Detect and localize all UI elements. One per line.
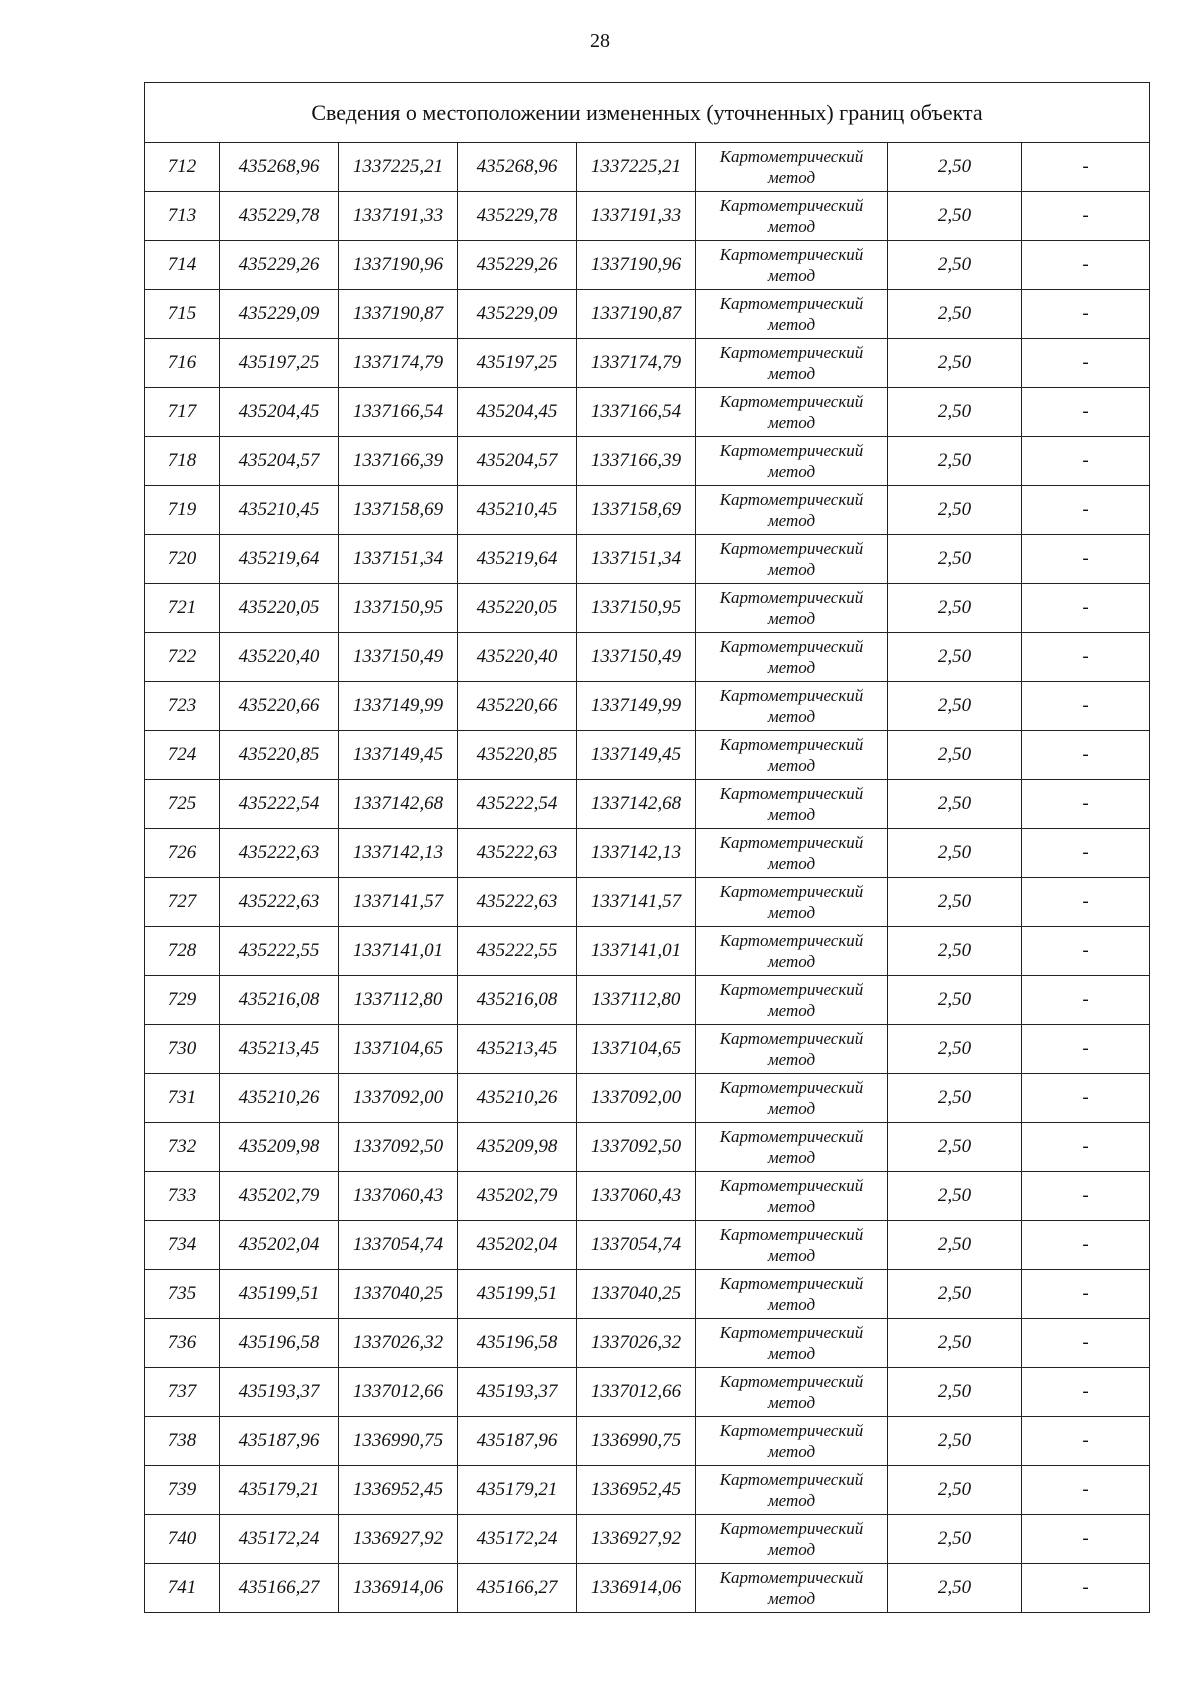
existing-y-cell: 1337151,34 <box>339 535 458 584</box>
refined-x-cell: 435204,57 <box>458 437 577 486</box>
refined-x-cell: 435166,27 <box>458 1564 577 1613</box>
method-cell: Картометрический метод <box>696 1025 888 1074</box>
refined-x-cell: 435202,04 <box>458 1221 577 1270</box>
point-number-cell: 737 <box>145 1368 220 1417</box>
method-cell: Картометрический метод <box>696 878 888 927</box>
refined-x-cell: 435222,54 <box>458 780 577 829</box>
accuracy-cell: 2,50 <box>888 1270 1022 1319</box>
existing-x-cell: 435220,40 <box>220 633 339 682</box>
refined-x-cell: 435204,45 <box>458 388 577 437</box>
description-cell: - <box>1022 1025 1150 1074</box>
existing-y-cell: 1337142,13 <box>339 829 458 878</box>
refined-x-cell: 435202,79 <box>458 1172 577 1221</box>
table-row <box>145 388 1150 437</box>
existing-x-cell: 435220,05 <box>220 584 339 633</box>
refined-x-cell: 435179,21 <box>458 1466 577 1515</box>
point-number-cell: 713 <box>145 192 220 241</box>
point-number-cell: 730 <box>145 1025 220 1074</box>
table-row <box>145 1417 1150 1466</box>
refined-y-cell: 1337166,39 <box>577 437 696 486</box>
table-row <box>145 1221 1150 1270</box>
description-cell: - <box>1022 682 1150 731</box>
description-cell: - <box>1022 388 1150 437</box>
existing-y-cell: 1337092,00 <box>339 1074 458 1123</box>
refined-y-cell: 1336952,45 <box>577 1466 696 1515</box>
table-row <box>145 1466 1150 1515</box>
accuracy-cell: 2,50 <box>888 486 1022 535</box>
description-cell: - <box>1022 1466 1150 1515</box>
method-cell: Картометрический метод <box>696 1074 888 1123</box>
refined-x-cell: 435220,66 <box>458 682 577 731</box>
table-row <box>145 143 1150 192</box>
existing-y-cell: 1337012,66 <box>339 1368 458 1417</box>
accuracy-cell: 2,50 <box>888 682 1022 731</box>
accuracy-cell: 2,50 <box>888 927 1022 976</box>
refined-y-cell: 1337054,74 <box>577 1221 696 1270</box>
accuracy-cell: 2,50 <box>888 388 1022 437</box>
description-cell: - <box>1022 1123 1150 1172</box>
description-cell: - <box>1022 535 1150 584</box>
existing-y-cell: 1337191,33 <box>339 192 458 241</box>
accuracy-cell: 2,50 <box>888 1564 1022 1613</box>
table-row <box>145 486 1150 535</box>
accuracy-cell: 2,50 <box>888 1417 1022 1466</box>
existing-x-cell: 435229,78 <box>220 192 339 241</box>
existing-x-cell: 435193,37 <box>220 1368 339 1417</box>
description-cell: - <box>1022 241 1150 290</box>
accuracy-cell: 2,50 <box>888 535 1022 584</box>
point-number-cell: 712 <box>145 143 220 192</box>
refined-y-cell: 1337149,99 <box>577 682 696 731</box>
refined-y-cell: 1337174,79 <box>577 339 696 388</box>
existing-y-cell: 1337149,45 <box>339 731 458 780</box>
accuracy-cell: 2,50 <box>888 1515 1022 1564</box>
refined-y-cell: 1337149,45 <box>577 731 696 780</box>
existing-x-cell: 435219,64 <box>220 535 339 584</box>
existing-y-cell: 1337174,79 <box>339 339 458 388</box>
method-cell: Картометрический метод <box>696 1417 888 1466</box>
method-cell: Картометрический метод <box>696 241 888 290</box>
method-cell: Картометрический метод <box>696 388 888 437</box>
existing-y-cell: 1336952,45 <box>339 1466 458 1515</box>
existing-x-cell: 435196,58 <box>220 1319 339 1368</box>
method-cell: Картометрический метод <box>696 1221 888 1270</box>
refined-y-cell: 1337190,87 <box>577 290 696 339</box>
accuracy-cell: 2,50 <box>888 339 1022 388</box>
existing-y-cell: 1337142,68 <box>339 780 458 829</box>
method-cell: Картометрический метод <box>696 1270 888 1319</box>
refined-x-cell: 435229,09 <box>458 290 577 339</box>
method-cell: Картометрический метод <box>696 290 888 339</box>
point-number-cell: 722 <box>145 633 220 682</box>
point-number-cell: 741 <box>145 1564 220 1613</box>
refined-y-cell: 1337026,32 <box>577 1319 696 1368</box>
method-cell: Картометрический метод <box>696 339 888 388</box>
accuracy-cell: 2,50 <box>888 584 1022 633</box>
refined-x-cell: 435172,24 <box>458 1515 577 1564</box>
refined-y-cell: 1337092,50 <box>577 1123 696 1172</box>
accuracy-cell: 2,50 <box>888 1221 1022 1270</box>
table-row <box>145 1270 1150 1319</box>
existing-x-cell: 435166,27 <box>220 1564 339 1613</box>
accuracy-cell: 2,50 <box>888 1123 1022 1172</box>
existing-x-cell: 435229,09 <box>220 290 339 339</box>
table-row <box>145 1319 1150 1368</box>
accuracy-cell: 2,50 <box>888 143 1022 192</box>
accuracy-cell: 2,50 <box>888 878 1022 927</box>
description-cell: - <box>1022 976 1150 1025</box>
accuracy-cell: 2,50 <box>888 290 1022 339</box>
existing-y-cell: 1337112,80 <box>339 976 458 1025</box>
refined-y-cell: 1337151,34 <box>577 535 696 584</box>
refined-y-cell: 1336990,75 <box>577 1417 696 1466</box>
method-cell: Картометрический метод <box>696 1564 888 1613</box>
existing-y-cell: 1337150,95 <box>339 584 458 633</box>
point-number-cell: 739 <box>145 1466 220 1515</box>
table-row <box>145 633 1150 682</box>
existing-y-cell: 1337149,99 <box>339 682 458 731</box>
existing-x-cell: 435268,96 <box>220 143 339 192</box>
table-row <box>145 1172 1150 1221</box>
description-cell: - <box>1022 339 1150 388</box>
refined-x-cell: 435222,63 <box>458 829 577 878</box>
method-cell: Картометрический метод <box>696 633 888 682</box>
existing-x-cell: 435222,63 <box>220 829 339 878</box>
point-number-cell: 724 <box>145 731 220 780</box>
accuracy-cell: 2,50 <box>888 437 1022 486</box>
description-cell: - <box>1022 1515 1150 1564</box>
description-cell: - <box>1022 1564 1150 1613</box>
existing-x-cell: 435222,63 <box>220 878 339 927</box>
existing-y-cell: 1337040,25 <box>339 1270 458 1319</box>
table-row <box>145 927 1150 976</box>
refined-x-cell: 435216,08 <box>458 976 577 1025</box>
refined-x-cell: 435222,55 <box>458 927 577 976</box>
refined-y-cell: 1336914,06 <box>577 1564 696 1613</box>
accuracy-cell: 2,50 <box>888 1319 1022 1368</box>
point-number-cell: 715 <box>145 290 220 339</box>
method-cell: Картометрический метод <box>696 780 888 829</box>
refined-y-cell: 1337158,69 <box>577 486 696 535</box>
refined-y-cell: 1337142,13 <box>577 829 696 878</box>
existing-x-cell: 435199,51 <box>220 1270 339 1319</box>
refined-x-cell: 435187,96 <box>458 1417 577 1466</box>
refined-x-cell: 435213,45 <box>458 1025 577 1074</box>
existing-y-cell: 1337026,32 <box>339 1319 458 1368</box>
table-row <box>145 192 1150 241</box>
description-cell: - <box>1022 1270 1150 1319</box>
point-number-cell: 736 <box>145 1319 220 1368</box>
existing-x-cell: 435202,04 <box>220 1221 339 1270</box>
point-number-cell: 721 <box>145 584 220 633</box>
description-cell: - <box>1022 927 1150 976</box>
refined-y-cell: 1337104,65 <box>577 1025 696 1074</box>
description-cell: - <box>1022 731 1150 780</box>
table-row <box>145 339 1150 388</box>
accuracy-cell: 2,50 <box>888 192 1022 241</box>
refined-y-cell: 1337060,43 <box>577 1172 696 1221</box>
point-number-cell: 718 <box>145 437 220 486</box>
description-cell: - <box>1022 1319 1150 1368</box>
table-title: Сведения о местоположении измененных (уточненных) границ объекта <box>145 83 1150 143</box>
point-number-cell: 727 <box>145 878 220 927</box>
refined-y-cell: 1337142,68 <box>577 780 696 829</box>
point-number-cell: 731 <box>145 1074 220 1123</box>
refined-y-cell: 1337150,49 <box>577 633 696 682</box>
description-cell: - <box>1022 584 1150 633</box>
existing-x-cell: 435187,96 <box>220 1417 339 1466</box>
table-row <box>145 241 1150 290</box>
refined-y-cell: 1337112,80 <box>577 976 696 1025</box>
method-cell: Картометрический метод <box>696 192 888 241</box>
table-row <box>145 829 1150 878</box>
point-number-cell: 733 <box>145 1172 220 1221</box>
accuracy-cell: 2,50 <box>888 633 1022 682</box>
table-row <box>145 1074 1150 1123</box>
refined-y-cell: 1337012,66 <box>577 1368 696 1417</box>
existing-y-cell: 1337166,39 <box>339 437 458 486</box>
table-row <box>145 1025 1150 1074</box>
table-row <box>145 584 1150 633</box>
existing-y-cell: 1337092,50 <box>339 1123 458 1172</box>
point-number-cell: 719 <box>145 486 220 535</box>
refined-x-cell: 435220,05 <box>458 584 577 633</box>
point-number-cell: 717 <box>145 388 220 437</box>
accuracy-cell: 2,50 <box>888 1466 1022 1515</box>
method-cell: Картометрический метод <box>696 1319 888 1368</box>
refined-y-cell: 1337141,57 <box>577 878 696 927</box>
refined-y-cell: 1337141,01 <box>577 927 696 976</box>
existing-x-cell: 435220,85 <box>220 731 339 780</box>
method-cell: Картометрический метод <box>696 1368 888 1417</box>
table-row <box>145 1123 1150 1172</box>
table-row <box>145 878 1150 927</box>
existing-x-cell: 435204,45 <box>220 388 339 437</box>
existing-y-cell: 1336927,92 <box>339 1515 458 1564</box>
method-cell: Картометрический метод <box>696 584 888 633</box>
page-number: 28 <box>590 30 610 52</box>
accuracy-cell: 2,50 <box>888 1025 1022 1074</box>
existing-y-cell: 1337054,74 <box>339 1221 458 1270</box>
refined-y-cell: 1337092,00 <box>577 1074 696 1123</box>
method-cell: Картометрический метод <box>696 1466 888 1515</box>
method-cell: Картометрический метод <box>696 1172 888 1221</box>
method-cell: Картометрический метод <box>696 535 888 584</box>
point-number-cell: 714 <box>145 241 220 290</box>
description-cell: - <box>1022 1221 1150 1270</box>
point-number-cell: 729 <box>145 976 220 1025</box>
refined-x-cell: 435229,26 <box>458 241 577 290</box>
refined-y-cell: 1337190,96 <box>577 241 696 290</box>
refined-x-cell: 435210,45 <box>458 486 577 535</box>
table-row <box>145 1368 1150 1417</box>
existing-x-cell: 435209,98 <box>220 1123 339 1172</box>
point-number-cell: 740 <box>145 1515 220 1564</box>
existing-y-cell: 1336914,06 <box>339 1564 458 1613</box>
point-number-cell: 720 <box>145 535 220 584</box>
description-cell: - <box>1022 1417 1150 1466</box>
accuracy-cell: 2,50 <box>888 780 1022 829</box>
existing-y-cell: 1337190,96 <box>339 241 458 290</box>
existing-x-cell: 435222,55 <box>220 927 339 976</box>
method-cell: Картометрический метод <box>696 486 888 535</box>
table-row <box>145 780 1150 829</box>
existing-y-cell: 1337166,54 <box>339 388 458 437</box>
description-cell: - <box>1022 1074 1150 1123</box>
accuracy-cell: 2,50 <box>888 976 1022 1025</box>
existing-x-cell: 435220,66 <box>220 682 339 731</box>
method-cell: Картометрический метод <box>696 1123 888 1172</box>
refined-x-cell: 435268,96 <box>458 143 577 192</box>
point-number-cell: 716 <box>145 339 220 388</box>
point-number-cell: 723 <box>145 682 220 731</box>
refined-y-cell: 1337150,95 <box>577 584 696 633</box>
existing-y-cell: 1337141,01 <box>339 927 458 976</box>
refined-x-cell: 435197,25 <box>458 339 577 388</box>
description-cell: - <box>1022 633 1150 682</box>
existing-y-cell: 1337225,21 <box>339 143 458 192</box>
description-cell: - <box>1022 780 1150 829</box>
accuracy-cell: 2,50 <box>888 731 1022 780</box>
description-cell: - <box>1022 437 1150 486</box>
method-cell: Картометрический метод <box>696 682 888 731</box>
existing-y-cell: 1337060,43 <box>339 1172 458 1221</box>
existing-y-cell: 1337104,65 <box>339 1025 458 1074</box>
method-cell: Картометрический метод <box>696 437 888 486</box>
point-number-cell: 725 <box>145 780 220 829</box>
refined-x-cell: 435222,63 <box>458 878 577 927</box>
description-cell: - <box>1022 1172 1150 1221</box>
existing-y-cell: 1337158,69 <box>339 486 458 535</box>
existing-x-cell: 435172,24 <box>220 1515 339 1564</box>
boundary-coordinates-table <box>144 82 1150 1613</box>
description-cell: - <box>1022 486 1150 535</box>
point-number-cell: 734 <box>145 1221 220 1270</box>
description-cell: - <box>1022 878 1150 927</box>
point-number-cell: 732 <box>145 1123 220 1172</box>
point-number-cell: 738 <box>145 1417 220 1466</box>
table-row <box>145 1564 1150 1613</box>
refined-x-cell: 435196,58 <box>458 1319 577 1368</box>
refined-x-cell: 435220,40 <box>458 633 577 682</box>
table-row <box>145 1515 1150 1564</box>
refined-y-cell: 1337225,21 <box>577 143 696 192</box>
accuracy-cell: 2,50 <box>888 1368 1022 1417</box>
description-cell: - <box>1022 1368 1150 1417</box>
refined-x-cell: 435229,78 <box>458 192 577 241</box>
table-row <box>145 290 1150 339</box>
existing-x-cell: 435202,79 <box>220 1172 339 1221</box>
table-row <box>145 535 1150 584</box>
existing-y-cell: 1337150,49 <box>339 633 458 682</box>
accuracy-cell: 2,50 <box>888 1074 1022 1123</box>
method-cell: Картометрический метод <box>696 731 888 780</box>
existing-x-cell: 435179,21 <box>220 1466 339 1515</box>
description-cell: - <box>1022 290 1150 339</box>
description-cell: - <box>1022 829 1150 878</box>
refined-x-cell: 435220,85 <box>458 731 577 780</box>
accuracy-cell: 2,50 <box>888 1172 1022 1221</box>
existing-y-cell: 1337141,57 <box>339 878 458 927</box>
point-number-cell: 728 <box>145 927 220 976</box>
description-cell: - <box>1022 192 1150 241</box>
existing-x-cell: 435229,26 <box>220 241 339 290</box>
existing-x-cell: 435213,45 <box>220 1025 339 1074</box>
table-row <box>145 976 1150 1025</box>
accuracy-cell: 2,50 <box>888 241 1022 290</box>
refined-x-cell: 435199,51 <box>458 1270 577 1319</box>
table-row <box>145 437 1150 486</box>
existing-y-cell: 1337190,87 <box>339 290 458 339</box>
refined-x-cell: 435193,37 <box>458 1368 577 1417</box>
existing-x-cell: 435210,26 <box>220 1074 339 1123</box>
refined-x-cell: 435209,98 <box>458 1123 577 1172</box>
table-title-row <box>145 83 1150 143</box>
refined-x-cell: 435219,64 <box>458 535 577 584</box>
refined-y-cell: 1337191,33 <box>577 192 696 241</box>
method-cell: Картометрический метод <box>696 976 888 1025</box>
table-row <box>145 682 1150 731</box>
refined-y-cell: 1337166,54 <box>577 388 696 437</box>
existing-x-cell: 435222,54 <box>220 780 339 829</box>
method-cell: Картометрический метод <box>696 143 888 192</box>
description-cell: - <box>1022 143 1150 192</box>
method-cell: Картометрический метод <box>696 927 888 976</box>
method-cell: Картометрический метод <box>696 829 888 878</box>
existing-x-cell: 435204,57 <box>220 437 339 486</box>
existing-y-cell: 1336990,75 <box>339 1417 458 1466</box>
refined-y-cell: 1337040,25 <box>577 1270 696 1319</box>
point-number-cell: 726 <box>145 829 220 878</box>
existing-x-cell: 435216,08 <box>220 976 339 1025</box>
accuracy-cell: 2,50 <box>888 829 1022 878</box>
refined-y-cell: 1336927,92 <box>577 1515 696 1564</box>
existing-x-cell: 435210,45 <box>220 486 339 535</box>
existing-x-cell: 435197,25 <box>220 339 339 388</box>
method-cell: Картометрический метод <box>696 1515 888 1564</box>
refined-x-cell: 435210,26 <box>458 1074 577 1123</box>
point-number-cell: 735 <box>145 1270 220 1319</box>
table-row <box>145 731 1150 780</box>
